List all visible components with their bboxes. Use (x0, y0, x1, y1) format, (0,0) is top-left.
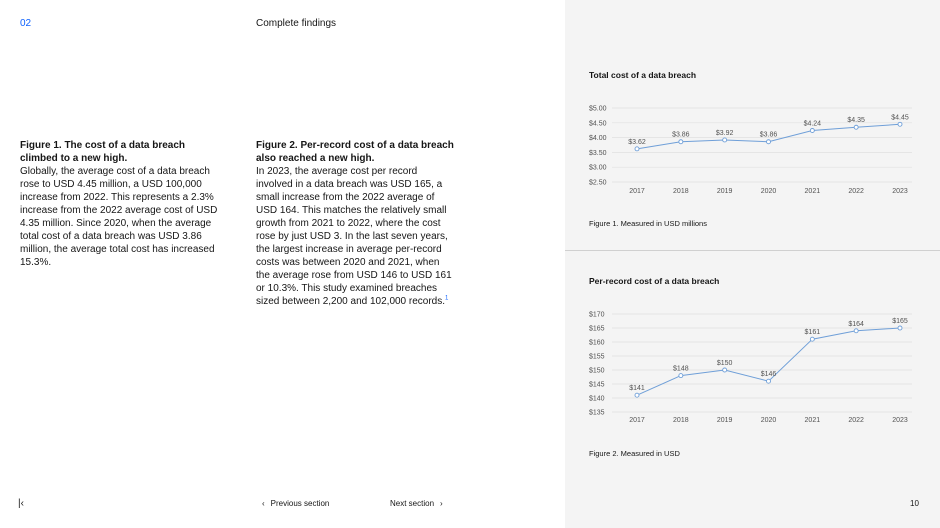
y-tick-label: $140 (589, 395, 605, 403)
y-tick-label: $150 (589, 367, 605, 375)
data-label: $3.86 (759, 131, 778, 139)
data-point (898, 326, 902, 330)
data-label: $3.62 (628, 138, 646, 146)
y-tick-label: $165 (589, 325, 605, 333)
data-point (635, 393, 639, 397)
data-label: $4.24 (803, 120, 822, 128)
chart-2-title: Per-record cost of a data breach (589, 276, 720, 286)
y-tick-label: $4.50 (589, 120, 607, 128)
x-tick-label: 2023 (892, 188, 908, 195)
x-tick-label: 2021 (804, 188, 821, 195)
x-tick-label: 2023 (892, 417, 908, 424)
data-label: $141 (629, 385, 645, 393)
data-label: $164 (848, 320, 864, 328)
y-tick-label: $155 (589, 353, 605, 361)
y-tick-label: $4.00 (589, 135, 607, 143)
data-label: $148 (673, 365, 689, 373)
page-number: 02 (20, 18, 32, 29)
x-tick-label: 2017 (629, 188, 645, 195)
data-point (635, 147, 639, 151)
data-label: $150 (716, 360, 733, 367)
section-title: Complete findings (256, 18, 337, 29)
y-tick-label: $145 (589, 381, 605, 389)
chart-2 (565, 300, 940, 435)
page-count: 10 (910, 499, 919, 508)
x-tick-label: 2019 (716, 188, 733, 195)
first-page-icon[interactable]: |‹ (18, 498, 24, 509)
y-tick-label: $170 (589, 311, 605, 319)
footnote-marker[interactable]: 1 (445, 295, 449, 302)
text-column-1 (20, 139, 220, 269)
data-point (854, 125, 858, 129)
y-tick-label: $3.00 (589, 164, 607, 172)
data-point (854, 329, 858, 333)
x-tick-label: 2021 (804, 417, 821, 424)
x-tick-label: 2017 (629, 417, 645, 424)
data-point (679, 374, 683, 378)
data-point (810, 128, 814, 132)
chevron-right-icon: › (440, 499, 443, 508)
x-tick-label: 2018 (673, 188, 689, 195)
figure-2-heading: Figure 2. Per-record cost of a data breach also reached a new high. (256, 140, 454, 164)
y-tick-label: $2.50 (589, 179, 607, 187)
text-column-2 (256, 139, 456, 308)
x-tick-label: 2020 (760, 417, 777, 424)
data-label: $3.86 (672, 131, 690, 139)
chart-1-caption: Figure 1. Measured in USD millions (589, 219, 707, 228)
data-point (723, 368, 727, 372)
y-tick-label: $160 (589, 339, 605, 347)
y-tick-label: $3.50 (589, 149, 607, 157)
panel-divider (565, 250, 940, 251)
data-point (810, 337, 814, 341)
chart-1-title: Total cost of a data breach (589, 70, 697, 80)
data-label: $3.92 (715, 129, 734, 137)
data-label: $4.35 (847, 117, 865, 125)
chart-2-caption: Figure 2. Measured in USD (589, 449, 680, 458)
x-tick-label: 2019 (716, 417, 733, 424)
next-section-label: Next section (390, 499, 435, 508)
data-label: $4.45 (891, 114, 909, 122)
figure-1-body: Globally, the average cost of a data breach rose to USD 4.45 million, a USD 100,000 increase from 2022. This represents a 2.3% increase from the 2022 average cost of USD 4.35 million. Since 2020, when the average total cost of a data breach was USD 3.86 million, the average total cost has increased 15.3%. (20, 166, 218, 268)
data-point (723, 138, 727, 142)
x-tick-label: 2022 (848, 417, 864, 424)
figure-2-body: In 2023, the average cost per record involved in a data breach was USD 165, a small increase from the 2022 average of USD 164. This matches the relatively small growth from 2021 to 2022, where the cost rose by just USD 3. In the last seven years, the largest increase in average per-record costs was between 2020 and 2021, when the average rose from USD 146 to USD 161 or 10.3%. This study examined breaches sized between 2,200 and 102,000 records. (256, 166, 452, 307)
x-tick-label: 2018 (673, 417, 689, 424)
data-label: $146 (760, 371, 777, 379)
previous-section-label: Previous section (270, 499, 330, 508)
data-point (679, 140, 683, 144)
chevron-left-icon: ‹ (262, 499, 265, 508)
chart-1 (565, 95, 940, 205)
figure-1-heading: Figure 1. The cost of a data breach climbed to a new high. (20, 140, 186, 164)
x-tick-label: 2022 (848, 188, 864, 195)
data-point (767, 379, 771, 383)
data-point (898, 122, 902, 126)
data-label: $161 (804, 329, 821, 337)
previous-section-link[interactable] (256, 499, 329, 508)
y-tick-label: $135 (589, 409, 605, 417)
data-point (767, 140, 771, 144)
series-line (637, 328, 900, 395)
data-label: $165 (892, 318, 908, 325)
next-section-link[interactable] (390, 499, 449, 508)
x-tick-label: 2020 (760, 188, 777, 195)
y-tick-label: $5.00 (589, 105, 607, 113)
